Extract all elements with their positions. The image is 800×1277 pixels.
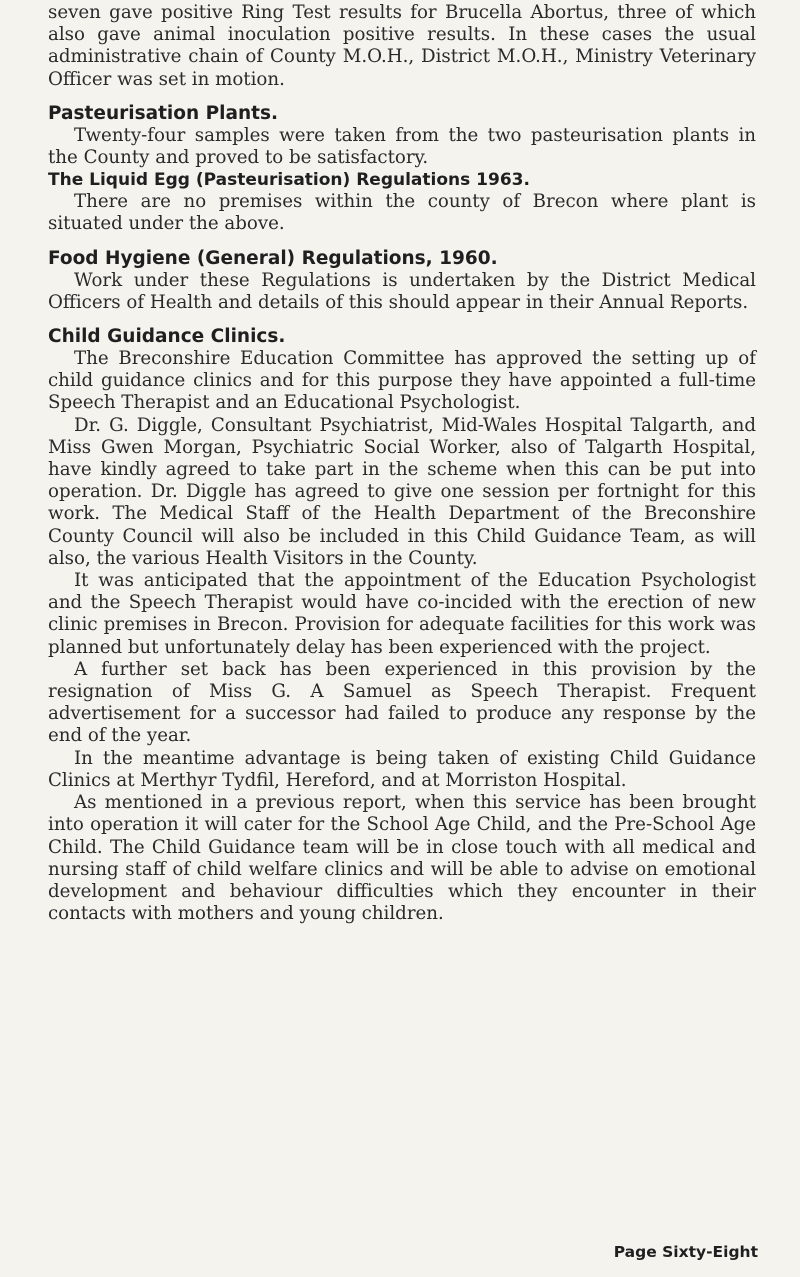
food-hygiene-heading: Food Hygiene (General) Regulations, 1960.	[48, 247, 498, 269]
child-guidance-paragraph-1: The Breconshire Education Committee has approved the setting up of child guidance clinics and for this purpose they have appointed a full-time Speech Therapist and an Educational Psychologist.	[48, 348, 756, 414]
child-guidance-paragraph-4: A further set back has been experienced in this provision by the resignation of Miss G. A Samuel as Speech Therapist. Frequent advertisement for a successor had failed to produce any response by the end of the year.	[48, 658, 756, 747]
child-guidance-paragraph-3: It was anticipated that the appointment of the Education Psychologist and the Speech Therapist would have co-incided with the erection of new clinic premises in Brecon. Provision for adequate facilities for this work was planned but unfortunately delay has been experienced with the project.	[48, 570, 756, 658]
pasteurisation-paragraph: Twenty-four samples were taken from the two pasteurisation plants in the County and proved to be satisfactory.	[48, 124, 756, 169]
intro-paragraph: seven gave positive Ring Test results for Brucella Abortus, three of which also gave animal inoculation positive results. In these cases the usual administrative chain of County M.O.H., District M.O.H., Ministry Veterinary Officer was set in motion.	[48, 2, 756, 90]
child-guidance-heading: Child Guidance Clinics.	[48, 326, 286, 348]
food-hygiene-paragraph: Work under these Regulations is undertaken by the District Medical Officers of Health and details of this should appear in their Annual Reports.	[48, 269, 756, 313]
page-number: Page Sixty-Eight	[613, 1243, 758, 1261]
pasteurisation-heading: Pasteurisation Plants.	[48, 102, 279, 124]
child-guidance-paragraph-6: As mentioned in a previous report, when this service has been brought into operation it will cater for the School Age Child, and the Pre-School Age Child. The Child Guidance team will be in close touch with all medical and nursing staff of child welfare clinics and will be able to advise on emotional development and behaviour difficulties which they encounter in their contacts with mothers and young children.	[48, 792, 756, 925]
liquid-egg-subheading: The Liquid Egg (Pasteurisation) Regulations 1963.	[48, 170, 530, 191]
child-guidance-paragraph-5: In the meantime advantage is being taken of existing Child Guidance Clinics at Merthyr Tydfil, Hereford, and at Morriston Hospital.	[48, 747, 756, 791]
liquid-egg-paragraph: There are no premises within the county of Brecon where plant is situated under the above.	[48, 191, 756, 235]
child-guidance-paragraph-2: Dr. G. Diggle, Consultant Psychiatrist, Mid-Wales Hospital Talgarth, and Miss Gwen Morgan, Psychiatric Social Worker, also of Talgarth Hospital, have kindly agreed to take part in the scheme when this can be put into operation. Dr. Diggle has agreed to give one session per fortnight for this work. The Medical Staff of the Health Department of the Breconshire County Council will also be included in this Child Guidance Team, as will also, the various Health Visitors in the County.	[48, 414, 756, 569]
